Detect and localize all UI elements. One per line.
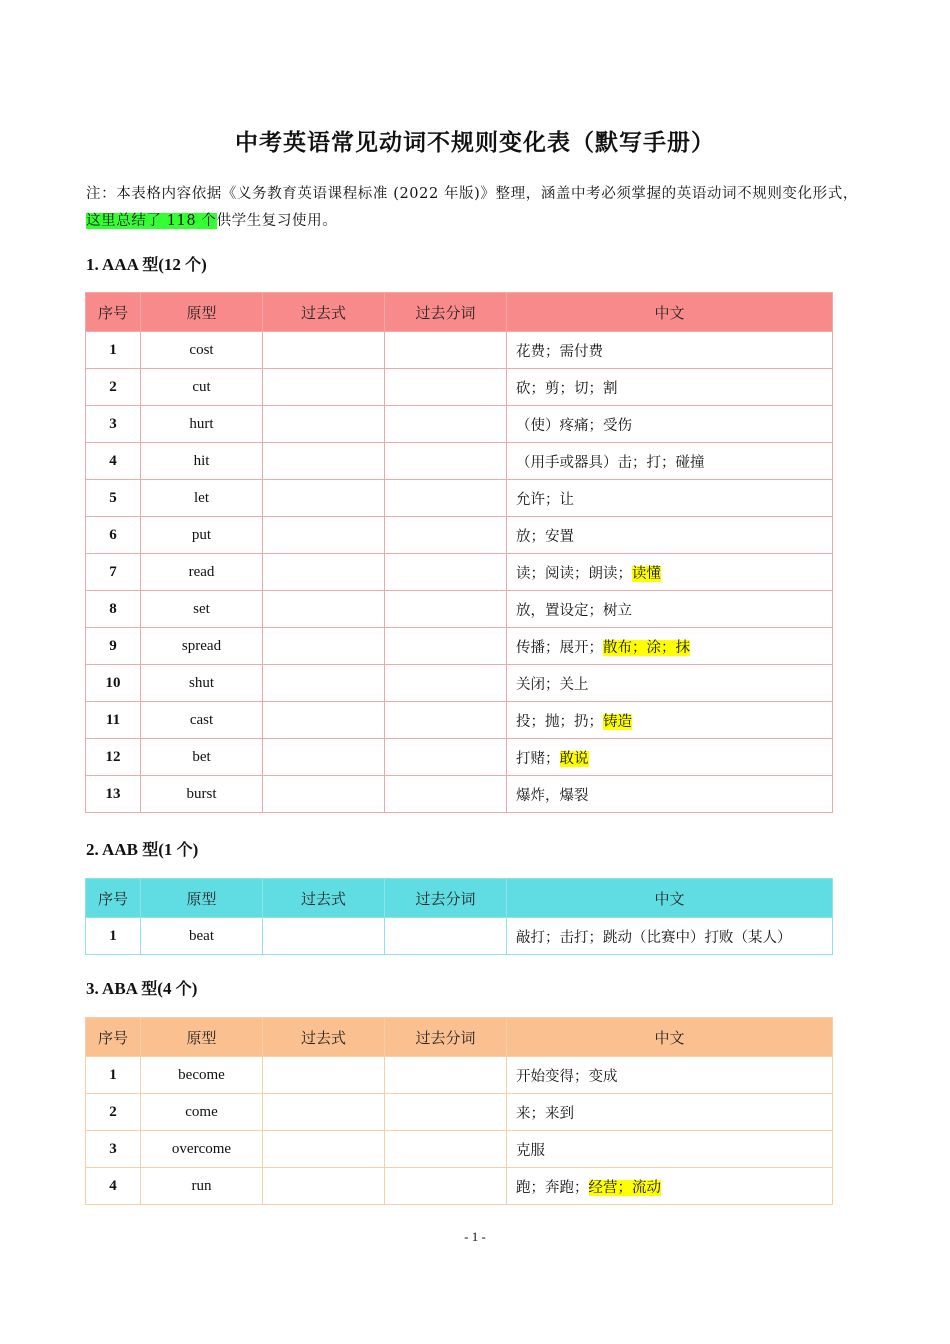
section-count-close: )	[201, 255, 207, 274]
past-participle-blank	[385, 1131, 507, 1168]
row-number: 13	[86, 776, 141, 813]
past-participle-blank	[385, 665, 507, 702]
row-number: 1	[86, 1057, 141, 1094]
table-row	[86, 591, 833, 628]
table-row	[86, 776, 833, 813]
past-tense-blank	[263, 443, 385, 480]
chinese-meaning	[507, 776, 833, 813]
past-tense-blank	[263, 591, 385, 628]
section-heading-type: 型	[141, 979, 158, 998]
table-row	[86, 554, 833, 591]
table-row	[86, 1094, 833, 1131]
chinese-meaning	[507, 443, 833, 480]
base-form: hit	[141, 443, 263, 480]
chinese-meaning	[507, 480, 833, 517]
past-participle-blank	[385, 776, 507, 813]
header-past-participle: 过去分词	[385, 1018, 507, 1057]
section-heading-aba	[86, 976, 197, 999]
row-number: 5	[86, 480, 141, 517]
past-tense-blank	[263, 517, 385, 554]
section-count-unit: 个	[176, 840, 193, 859]
base-form: overcome	[141, 1131, 263, 1168]
past-participle-blank	[385, 406, 507, 443]
past-tense-blank	[263, 665, 385, 702]
row-number: 1	[86, 332, 141, 369]
meaning-text: （使）疼痛；受伤	[516, 417, 632, 434]
meaning-text: 打赌；	[516, 750, 560, 767]
past-tense-blank	[263, 369, 385, 406]
header-past-participle: 过去分词	[385, 293, 507, 332]
meaning-text: 花费；需付费	[516, 343, 603, 360]
meaning-text: 砍；剪；切；割	[516, 380, 618, 397]
section-count: (4	[157, 979, 176, 998]
section-count-close: )	[192, 840, 199, 859]
row-number: 1	[86, 918, 141, 955]
past-tense-blank	[263, 406, 385, 443]
past-tense-blank	[263, 1131, 385, 1168]
header-past-participle: 过去分词	[385, 879, 507, 918]
header-past-tense: 过去式	[263, 1018, 385, 1057]
base-form: read	[141, 554, 263, 591]
meaning-text: 开始变得；变成	[516, 1068, 618, 1085]
chinese-meaning	[507, 369, 833, 406]
base-form: let	[141, 480, 263, 517]
past-tense-blank	[263, 739, 385, 776]
chinese-meaning	[507, 517, 833, 554]
past-tense-blank	[263, 480, 385, 517]
note-text: 注：本表格内容依据《义务教育英语课程标准 (2022 年版)》整理，涵盖中考必须掌握的英语动词不规则变化形式，	[86, 186, 858, 202]
base-form: become	[141, 1057, 263, 1094]
chinese-meaning	[507, 1094, 833, 1131]
chinese-meaning	[507, 1168, 833, 1205]
chinese-meaning	[507, 406, 833, 443]
meaning-text: 关闭；关上	[516, 676, 589, 693]
table-row	[86, 628, 833, 665]
table-aaa	[85, 292, 833, 813]
section-count: (1	[158, 840, 177, 859]
header-past-tense: 过去式	[263, 879, 385, 918]
past-participle-blank	[385, 1094, 507, 1131]
past-participle-blank	[385, 739, 507, 776]
header-base-form: 原型	[141, 293, 263, 332]
past-participle-blank	[385, 332, 507, 369]
header-number: 序号	[86, 879, 141, 918]
table-row	[86, 918, 833, 955]
row-number: 11	[86, 702, 141, 739]
past-tense-blank	[263, 918, 385, 955]
past-participle-blank	[385, 591, 507, 628]
meaning-text: 投；抛；扔；	[516, 713, 603, 730]
base-form: run	[141, 1168, 263, 1205]
past-tense-blank	[263, 702, 385, 739]
past-tense-blank	[263, 554, 385, 591]
page-title: 中考英语常见动词不规则变化表（默写手册）	[235, 130, 715, 156]
table-aab	[85, 878, 833, 955]
section-count-unit: 个	[175, 979, 192, 998]
chinese-meaning	[507, 1057, 833, 1094]
chinese-meaning	[507, 628, 833, 665]
section-heading-type: 型	[142, 255, 159, 274]
base-form: set	[141, 591, 263, 628]
section-count-close: )	[191, 979, 198, 998]
base-form: cut	[141, 369, 263, 406]
past-participle-blank	[385, 1057, 507, 1094]
base-form: shut	[141, 665, 263, 702]
chinese-meaning	[507, 665, 833, 702]
past-participle-blank	[385, 554, 507, 591]
table-row	[86, 443, 833, 480]
chinese-meaning	[507, 554, 833, 591]
table-row	[86, 1131, 833, 1168]
past-tense-blank	[263, 628, 385, 665]
meaning-text: 来；来到	[516, 1105, 574, 1122]
row-number: 10	[86, 665, 141, 702]
meaning-text: 传播；展开；	[516, 639, 603, 656]
row-number: 6	[86, 517, 141, 554]
section-heading-type: 型	[142, 840, 159, 859]
past-tense-blank	[263, 332, 385, 369]
past-participle-blank	[385, 443, 507, 480]
meaning-highlight: 铸造	[603, 713, 632, 730]
header-chinese: 中文	[507, 1018, 833, 1057]
meaning-text: 敲打；击打；跳动（比赛中）打败（某人）	[516, 929, 792, 946]
chinese-meaning	[507, 918, 833, 955]
section-count: (12	[158, 255, 186, 274]
row-number: 7	[86, 554, 141, 591]
past-tense-blank	[263, 1057, 385, 1094]
base-form: beat	[141, 918, 263, 955]
base-form: bet	[141, 739, 263, 776]
note-text-end: 供学生复习使用。	[216, 213, 338, 229]
header-base-form: 原型	[141, 1018, 263, 1057]
past-tense-blank	[263, 776, 385, 813]
row-number: 2	[86, 369, 141, 406]
meaning-text: 克服	[516, 1142, 545, 1159]
section-heading-aab	[86, 837, 198, 860]
past-participle-blank	[385, 702, 507, 739]
table-row	[86, 369, 833, 406]
meaning-text: 放，置设定；树立	[516, 602, 632, 619]
page-number: - 1 -	[464, 1229, 486, 1244]
intro-note	[86, 181, 868, 235]
meaning-highlight: 经营；流动	[588, 1179, 661, 1196]
section-count-unit: 个	[185, 255, 202, 274]
past-participle-blank	[385, 918, 507, 955]
table-row	[86, 739, 833, 776]
base-form: hurt	[141, 406, 263, 443]
base-form: come	[141, 1094, 263, 1131]
past-tense-blank	[263, 1168, 385, 1205]
past-participle-blank	[385, 369, 507, 406]
row-number: 2	[86, 1094, 141, 1131]
chinese-meaning	[507, 1131, 833, 1168]
header-past-tense: 过去式	[263, 293, 385, 332]
meaning-highlight: 敢说	[559, 750, 589, 767]
chinese-meaning	[507, 702, 833, 739]
base-form: burst	[141, 776, 263, 813]
past-participle-blank	[385, 628, 507, 665]
header-chinese: 中文	[507, 293, 833, 332]
base-form: put	[141, 517, 263, 554]
meaning-text: （用手或器具）击；打；碰撞	[516, 454, 705, 471]
chinese-meaning	[507, 332, 833, 369]
section-heading-aaa	[86, 252, 207, 275]
row-number: 9	[86, 628, 141, 665]
header-chinese: 中文	[507, 879, 833, 918]
meaning-text: 跑；奔跑；	[516, 1179, 589, 1196]
row-number: 12	[86, 739, 141, 776]
table-row	[86, 517, 833, 554]
table-aba	[85, 1017, 833, 1205]
meaning-text: 放；安置	[516, 528, 574, 545]
table-row	[86, 665, 833, 702]
chinese-meaning	[507, 591, 833, 628]
row-number: 3	[86, 406, 141, 443]
section-heading-label: 1. AAA	[86, 255, 143, 274]
meaning-highlight: 散布；涂；抹	[603, 639, 690, 656]
base-form: spread	[141, 628, 263, 665]
table-row	[86, 1168, 833, 1205]
meaning-text: 读；阅读；朗读；	[516, 565, 632, 582]
past-participle-blank	[385, 1168, 507, 1205]
table-row	[86, 480, 833, 517]
base-form: cost	[141, 332, 263, 369]
meaning-text: 爆炸，爆裂	[516, 787, 589, 804]
table-row	[86, 332, 833, 369]
past-tense-blank	[263, 1094, 385, 1131]
header-number: 序号	[86, 1018, 141, 1057]
table-row	[86, 702, 833, 739]
past-participle-blank	[385, 517, 507, 554]
meaning-highlight: 读懂	[632, 565, 661, 582]
row-number: 4	[86, 1168, 141, 1205]
base-form: cast	[141, 702, 263, 739]
row-number: 3	[86, 1131, 141, 1168]
section-heading-label: 2. AAB	[86, 840, 143, 859]
header-number: 序号	[86, 293, 141, 332]
chinese-meaning	[507, 739, 833, 776]
header-base-form: 原型	[141, 879, 263, 918]
past-participle-blank	[385, 480, 507, 517]
meaning-text: 允许；让	[516, 491, 574, 508]
table-row	[86, 406, 833, 443]
note-highlight: 这里总结了 118 个	[86, 213, 217, 229]
section-heading-label: 3. ABA	[86, 979, 142, 998]
table-row	[86, 1057, 833, 1094]
row-number: 8	[86, 591, 141, 628]
row-number: 4	[86, 443, 141, 480]
